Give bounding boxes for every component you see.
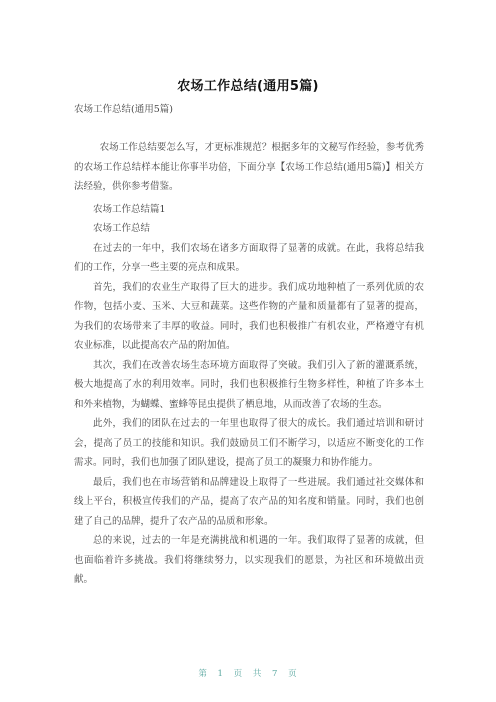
page-number-footer: 第 1 页 共 7 页 xyxy=(198,669,298,679)
document-body xyxy=(74,138,424,590)
document-subtitle: 农场工作总结(通用5篇) xyxy=(74,104,173,115)
intro-paragraph: 农场工作总结要怎么写，才更标准规范？根据多年的文秘写作经验，参考优秀的农场工作总结样本能让你事半功倍，下面分享【农场工作总结(通用5篇)】相关方法经验，供你参考借鉴。 xyxy=(74,142,424,192)
body-paragraph: 此外，我们的团队在过去的一年里也取得了很大的成长。我们通过培训和研讨会，提高了员工的技能和知识。我们鼓励员工们不断学习，以适应不断变化的工作需求。同时，我们也加强了团队建设，提高了员工的凝聚力和协作能力。 xyxy=(74,418,424,468)
section-heading: 农场工作总结篇1 xyxy=(93,203,166,215)
body-paragraph: 在过去的一年中，我们农场在诸多方面取得了显著的成就。在此，我将总结我们的工作，分享一些主要的亮点和成果。 xyxy=(74,242,424,273)
document-title: 农场工作总结(通用5篇) xyxy=(177,79,319,94)
section-subheading: 农场工作总结 xyxy=(93,223,151,234)
body-paragraph: 总的来说，过去的一年是充满挑战和机遇的一年。我们取得了显著的成就，但也面临着许多挑战。我们将继续努力，以实现我们的愿景，为社区和环境做出贡献。 xyxy=(74,535,424,585)
body-paragraph: 首先，我们的农业生产取得了巨大的进步。我们成功地种植了一系列优质的农作物，包括小麦、玉米、大豆和蔬菜。这些作物的产量和质量都有了显著的提高，为我们的农场带来了丰厚的收益。同时，我们也积极推广有机农业，严格遵守有机农业标准，以此提高农产品的附加值。 xyxy=(74,281,424,351)
body-paragraph: 其次，我们在改善农场生态环境方面取得了突破。我们引入了新的灌溉系统，极大地提高了水的利用效率。同时，我们也积极推行生物多样性，种植了许多本土和外来植物，为蝴蝶、蜜蜂等昆虫提供了栖息地，从而改善了农场的生态。 xyxy=(74,359,424,410)
body-paragraph: 最后，我们也在市场营销和品牌建设上取得了一些进展。我们通过社交媒体和线上平台，积极宣传我们的产品，提高了农产品的知名度和销量。同时，我们也创建了自己的品牌，提升了农产品的品质和形象。 xyxy=(74,476,424,527)
